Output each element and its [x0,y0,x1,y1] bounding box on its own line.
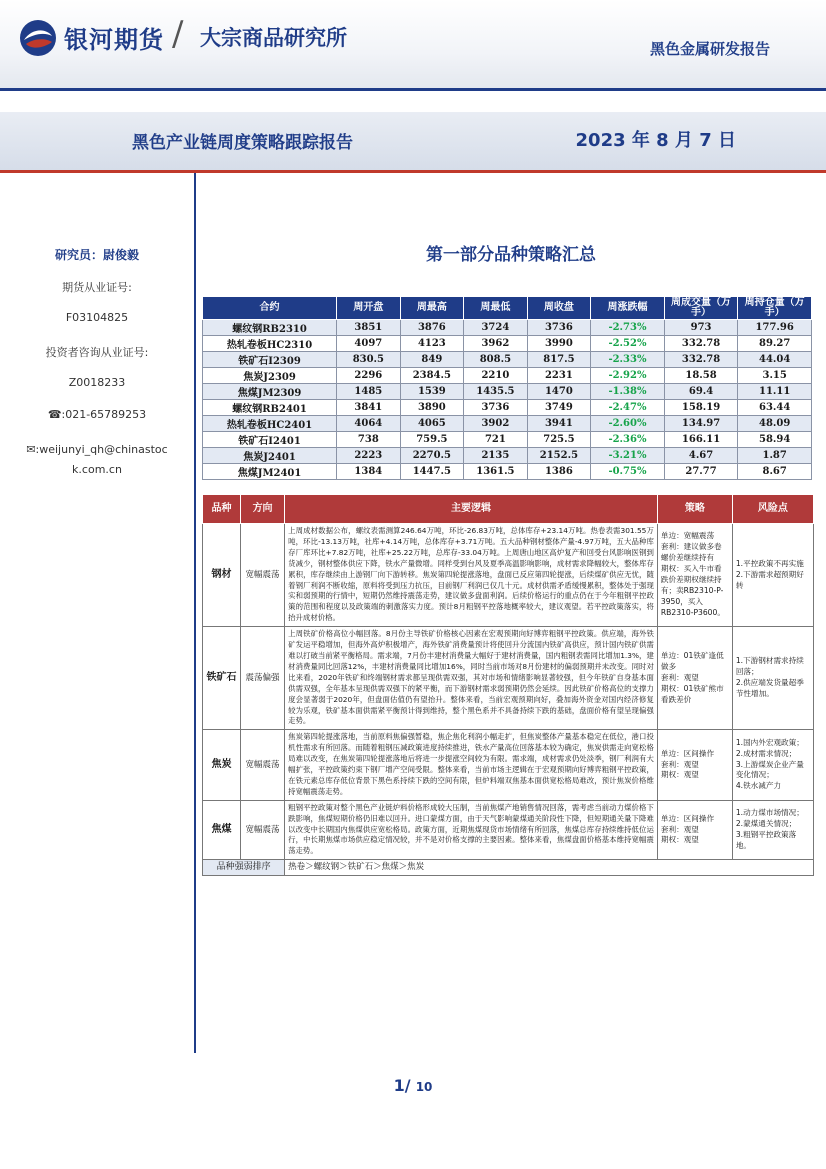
email-line-1[interactable]: ✉:weijunyi_qh@chinastoc [26,443,168,456]
table-cell: 3841 [337,400,401,416]
strategy-line: 期权：01铁矿熊市看跌差价 [660,683,724,704]
logic-text: 焦炭第四轮提涨落地，当前原料焦偏强暂稳，焦企焦化利润小幅走扩，但焦炭整体产量基本稳定在低位，港口投机性需求有所回落。而随着粗钢压减政策进度持续推进，铁水产量高位回落基本较为确定，焦炭供需走向宽松格局难以改变，在焦炭第四轮提涨落地后将进一步提涨空间较为有限。需求端，成材需求仍处淡季，钢厂利润有大幅扩张，平控政策约束下钢厂增产空间受限。整体来看，当前市场主逻辑在于宏观预期向好博弈粗钢平控政策，在铁元素总库存低位背景下黑色系持续下跌的空间有限，但炉料端双焦基本面供宽松格局难改，预计焦炭价格维持宽幅震荡走势。 [285,730,658,800]
table-cell: 849 [400,352,464,368]
report-date: 2023 年 8 月 7 日 [575,130,736,151]
risk-cell [732,730,813,800]
risk-line: 4.铁水减产力 [735,781,782,791]
table-cell: 830.5 [337,352,401,368]
report-title: 黑色产业链周度策略跟踪报告 [132,133,353,153]
table-cell: 3890 [400,400,464,416]
strategy-row [203,730,814,800]
table-cell: 3876 [400,320,464,336]
table-cell: 1.87 [738,448,812,464]
table-cell: -2.60% [591,416,665,432]
col-open-interest: 周持仓量（万手） [738,297,812,320]
futures-cert-number: F03104825 [65,311,129,324]
table-cell: 1485 [337,384,401,400]
table-cell: 48.09 [738,416,812,432]
table-cell: 817.5 [527,352,591,368]
direction-label: 宽幅震荡 [240,524,284,627]
table-cell: 18.58 [664,368,738,384]
table-cell: 158.19 [664,400,738,416]
table-row [203,384,812,400]
table-cell: -2.33% [591,352,665,368]
strategy-line: 单边：宽幅震荡 [660,531,715,541]
table-cell: 808.5 [464,352,528,368]
table-cell: 3941 [527,416,591,432]
table-cell: 58.94 [738,432,812,448]
table-cell: 1386 [527,464,591,480]
table-cell: -3.21% [591,448,665,464]
table-cell: 1539 [400,384,464,400]
risk-line: 1.平控政策不再实施 [735,558,804,568]
strategy-row [203,524,814,627]
strategy-cell [657,524,732,627]
strategy-cell [657,730,732,800]
strategy-line: 期权：观望 [660,835,699,845]
table-cell: 721 [464,432,528,448]
risk-line: 1.下游钢材需求持续回落； [735,656,804,677]
table-cell: 2135 [464,448,528,464]
risk-line: 2.供应端发货量超季节性增加。 [735,678,804,699]
section-title: 第一部分品种策略汇总 [426,245,596,265]
logic-text: 上周铁矿价格高位小幅回落。8月份主导铁矿价格核心因素在宏观预期向好博弈粗钢平控政策。供应端，海外铁矿发运平稳增加，但海外高炉积极增产，海外铁矿消费量预计将使回升分流国内铁矿高供应，预计国内铁矿供需难以打破当前紧平衡格局。需求端，7月份丰建材消费量大幅好于建材消费量，国内粗钢表需同比增加1.3%，建材消费量同比回落12%，丰建材消费量同比增加16%，同时当前市场对8月份建材的偏弱预期并未改变。同时对比来看，2020年铁矿和终端钢材需求都呈现供需双强，其对市场和情绪影响显著较强，但今年铁矿自身基本面供需双强，全年基本呈现供需双强下的紧平衡，而下游钢材需求弱预期仍然会延续。因此铁矿价格高位的支撑力度会显著弱于2020年，但盘面估值仍有望抬升。整体来看，当前宏观预期向好，叠加海外资金对国内经济修复较为乐观，铁矿基本面供需紧平衡预计得到维持，整个黑色系并不具备持续下跌的基础，盘面价格有望呈现偏强走势。 [285,627,658,730]
col-contract: 合约 [203,297,337,320]
page-total: 10 [415,1080,433,1094]
table-cell: 1435.5 [464,384,528,400]
table-cell: -2.52% [591,336,665,352]
strategy-line: 期权：观望 [660,770,699,780]
table-cell: 8.67 [738,464,812,480]
table-cell: 2296 [337,368,401,384]
table-cell: 4.67 [664,448,738,464]
table-cell: -0.75% [591,464,665,480]
table-cell: 2210 [464,368,528,384]
table-cell: 2384.5 [400,368,464,384]
col-strategy: 策略 [657,495,732,524]
col-volume: 周成交量（万手） [664,297,738,320]
table-cell: 759.5 [400,432,464,448]
email-line-2[interactable]: k.com.cn [72,463,122,476]
advisor-cert-label: 投资者咨询从业证号: [45,346,149,359]
table-cell: 11.11 [738,384,812,400]
table-cell: 2223 [337,448,401,464]
table-cell: 焦煤JM2401 [203,464,337,480]
product-name: 铁矿石 [203,627,241,730]
table-cell: 1447.5 [400,464,464,480]
galaxy-logo-icon [18,18,58,58]
table-cell: 4065 [400,416,464,432]
product-name: 钢材 [203,524,241,627]
table-cell: 热轧卷板HC2310 [203,336,337,352]
risk-line: 2.下游需求超预期好转 [735,569,804,590]
col-product: 品种 [203,495,241,524]
product-name: 焦炭 [203,730,241,800]
table-cell: 3851 [337,320,401,336]
table-cell: 3962 [464,336,528,352]
risk-cell [732,627,813,730]
ranking-value: 热卷＞螺纹钢＞铁矿石＞焦煤＞焦炭 [285,860,814,876]
table-cell: 焦炭J2309 [203,368,337,384]
col-close: 周收盘 [527,297,591,320]
table-cell: 738 [337,432,401,448]
direction-label: 震荡偏强 [240,627,284,730]
header-divider [0,88,826,91]
table-cell: 134.97 [664,416,738,432]
table-cell: 3724 [464,320,528,336]
strategy-line: 单边：01铁矿逢低做多 [660,650,724,671]
table-cell: 166.11 [664,432,738,448]
strategy-line: 套利：建议做多卷螺价差继续持有 [660,542,722,563]
logic-text: 粗钢平控政策对整个黑色产业链炉料价格形成较大压制，当前焦煤产地销售情况回落，需考虑当前动力煤价格下跌影响，焦煤短期价格仍旧难以回升。进口蒙煤方面，由于天气影响蒙煤通关阶段性下降，但短期通关量下降难以改变中长期国内焦煤供应宽松格局。政策方面，近期焦煤现货市场情绪有所回落，焦煤总库存持续维持低位运行，中长期焦煤市场供应稳定情况较，并不是对价格支撑的主要因素。整体来看，焦煤盘面价格基本维持宽幅震荡走势。 [285,800,658,860]
table-cell: 44.04 [738,352,812,368]
table-cell: 27.77 [664,464,738,480]
risk-line: 3.上游煤炭企业产量变化情况； [735,759,804,780]
table-row [203,400,812,416]
table-cell: 332.78 [664,352,738,368]
institute-name: 大宗商品研究所 [200,26,347,50]
strategy-line: 单边：区间操作 [660,813,715,823]
strategy-table-header-row [203,495,814,524]
col-open: 周开盘 [337,297,401,320]
table-cell: 4123 [400,336,464,352]
strategy-cell [657,627,732,730]
table-cell: 3736 [464,400,528,416]
table-cell: 3990 [527,336,591,352]
title-divider [0,170,826,173]
table-cell: 3736 [527,320,591,336]
ranking-label: 品种强弱排序 [203,860,285,876]
col-change: 周涨跌幅 [591,297,665,320]
table-cell: 63.44 [738,400,812,416]
risk-cell [732,524,813,627]
table-cell: 螺纹钢RB2401 [203,400,337,416]
strategy-cell [657,800,732,860]
header-slash-divider: / [172,14,184,54]
logic-text: 上周成材数据公布，螺纹表需测算246.64万吨，环比-26.83万吨，总体库存+23.14万吨。热卷表需301.55万吨，环比-13.13万吨，社库+4.14万吨，总体库存+3.71万吨。五大品种钢材整体产量-4.97万吨，五大品种库存厂库环比+7.82万吨，社库+25.22万吨，总库存-33.04万吨。上周唐山地区高炉复产和回受台风影响医钢到货减少，钢材整体供应下降，铁水产量微增。同样受到台风及夏季高温影响影响，成材需求降幅较大，整体库存累积，库存继续由上游钢厂向下游转移。焦炭第四轮提涨落地，盘面已反应第四轮提涨，后续煤矿供应无忧，随着钢厂利润不断收缩，原料将受到压力抗压，目前钢厂利润已仅几十元。成材供需矛盾缓慢累积，整体处于强现实和弱预期的行情中，短期仍然维持震荡走势，建议做多盘面利润。后续价格运行的重点仍在于今年粗钢平控政策的范围和程度以及政策端的刺激落实力度。预计8月粗钢平控落地概率较大，建议观望。若平控政策落实，将抬升成材价格。 [285,524,658,627]
direction-label: 宽幅震荡 [240,730,284,800]
table-cell: -2.47% [591,400,665,416]
risk-line: 3.粗钢平控政策落地。 [735,830,797,850]
table-row [203,352,812,368]
table-cell: -2.36% [591,432,665,448]
table-row [203,464,812,480]
risk-line: 1.动力煤市场情况； [735,808,804,818]
table-cell: 725.5 [527,432,591,448]
risk-line: 2.蒙煤通关情况； [735,819,797,829]
table-cell: 1470 [527,384,591,400]
table-cell: 热轧卷板HC2401 [203,416,337,432]
strategy-line: 套利：观望 [660,824,699,834]
table-cell: 89.27 [738,336,812,352]
table-cell: 2270.5 [400,448,464,464]
market-summary-table [202,296,812,480]
ranking-row [203,860,814,876]
page-number [0,1076,826,1095]
table-cell: 2231 [527,368,591,384]
risk-cell [732,800,813,860]
table-row [203,336,812,352]
market-table-header-row [203,297,812,320]
table-row [203,368,812,384]
col-logic: 主要逻辑 [285,495,658,524]
risk-line: 1.国内外宏观政策； [735,737,804,747]
strategy-line: 套利：观望 [660,759,699,769]
advisor-cert-number: Z0018233 [68,376,126,389]
phone-number: ☎:021-65789253 [47,408,147,421]
strategy-line: 期权：买入牛市看跌价差期权继续持有；卖RB2310-P-3950，买入RB2310-P3600。 [660,564,725,617]
strategy-line: 单边：区间操作 [660,748,715,758]
risk-line: 2.成材需求情况； [735,748,797,758]
table-cell: 3902 [464,416,528,432]
table-cell: 2152.5 [527,448,591,464]
product-name: 焦煤 [203,800,241,860]
col-high: 周最高 [400,297,464,320]
direction-label: 宽幅震荡 [240,800,284,860]
table-cell: 177.96 [738,320,812,336]
table-row [203,448,812,464]
table-cell: -2.73% [591,320,665,336]
table-cell: 973 [664,320,738,336]
page-current: 1/ [393,1076,411,1095]
table-cell: 焦炭J2401 [203,448,337,464]
table-cell: 1384 [337,464,401,480]
department-name: 黑色金属研发报告 [649,40,770,58]
table-cell: 焦煤JM2309 [203,384,337,400]
table-row [203,320,812,336]
table-cell: 332.78 [664,336,738,352]
table-cell: 3.15 [738,368,812,384]
strategy-row [203,627,814,730]
table-cell: -1.38% [591,384,665,400]
futures-cert-label: 期货从业证号: [62,281,132,294]
table-cell: 铁矿石I2309 [203,352,337,368]
strategy-row [203,800,814,860]
table-cell: 铁矿石I2401 [203,432,337,448]
table-row [203,432,812,448]
table-cell: 69.4 [664,384,738,400]
table-row [203,416,812,432]
strategy-line: 套利：观望 [660,672,699,682]
col-direction: 方向 [240,495,284,524]
researcher-name: 研究员：尉俊毅 [54,248,139,262]
table-cell: 1361.5 [464,464,528,480]
col-low: 周最低 [464,297,528,320]
col-risk: 风险点 [732,495,813,524]
sidebar-divider [194,173,196,1053]
table-cell: 3749 [527,400,591,416]
strategy-table [202,494,814,876]
table-cell: 螺纹钢RB2310 [203,320,337,336]
table-cell: -2.92% [591,368,665,384]
brand-name: 银河期货 [64,26,164,54]
table-cell: 4064 [337,416,401,432]
table-cell: 4097 [337,336,401,352]
